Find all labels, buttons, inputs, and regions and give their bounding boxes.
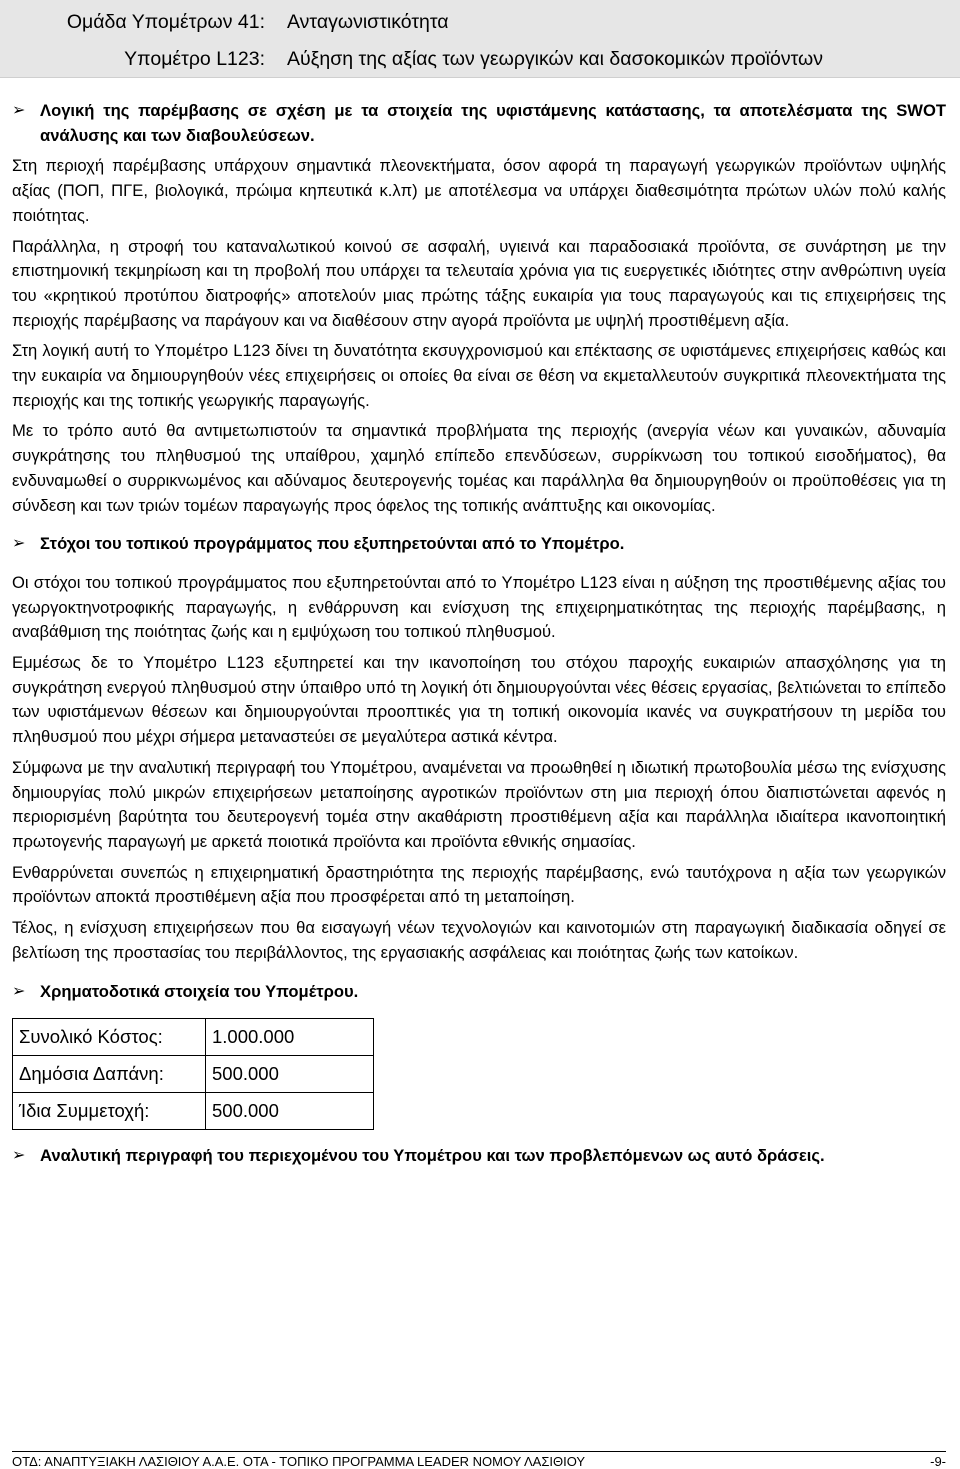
bullet-arrow-icon: ➢ <box>12 1147 26 1165</box>
bullet-arrow-icon: ➢ <box>12 102 26 119</box>
finance-label: Συνολικό Κόστος: <box>13 1019 206 1056</box>
paragraph: Οι στόχοι του τοπικού προγράμματος που εξυπηρετούνται από το Υπομέτρο L123 είναι η αύξηση της προστιθέμενης αξίας του γεωργοκτηνοτροφικής παραγωγής, η ενθάρρυνση και ενίσχυση της επιχειρηματικότητας της περιοχής παρέμβασης, η αναβάθμιση της ποιότητας ζωής και η εμψύχωση του τοπικού πληθυσμού. <box>12 572 946 642</box>
paragraph: Με το τρόπο αυτό θα αντιμετωπιστούν τα σημαντικά προβλήματα της περιοχής (ανεργία νέων και γυναικών, αδυναμία συγκράτησης του πληθυσμού της υπαίθρου, χαμηλό επίπεδο επενδύσεων, συρρίκνωση του τοπικού εισοδήματος), θα ενδυναμωθεί ο συρρικνωμένος και αδύναμος δευτερογενής τομέας και παράλληλα θα δημιουργηθούν οι προϋποθέσεις για τη σύνδεση και των τριών τομέων παραγωγής προς όφελος της τοπικής ανάπτυξης και οικονομίας. <box>12 421 946 515</box>
section-heading-finance <box>12 980 946 1005</box>
paragraph: Τέλος, η ενίσχυση επιχειρήσεων που θα εισαγωγή νέων τεχνολογιών και καινοτομιών στη παραγωγική διαδικασία οδηγεί σε βελτίωση της προστασίας του περιβάλλοντος, της εργασιακής ασφάλειας και ποιότητας ζωής των κατοίκων. <box>12 918 946 962</box>
page-header <box>0 0 960 78</box>
finance-label: Ίδια Συμμετοχή: <box>13 1093 206 1130</box>
bullet-arrow-icon: ➢ <box>12 535 26 553</box>
paragraph: Εμμέσως δε το Υπομέτρο L123 εξυπηρετεί και την ικανοποίηση του στόχου παροχής ευκαιριών απασχόλησης για τη συγκράτηση ενεργού πληθυσμού στην ύπαιθρο υπό τη λογική ότι δημιουργούνται νέες θέσεις εργασίας, βελτιώνεται το επίπεδο των υφιστάμενων θέσεων και δημιουργούνται προοπτικές για τη τοπική οικονομία ικανές να συγκρατήσουν τη μερίδα του πληθυσμού που μέχρι σήμερα μεταναστεύει σε μεγαλύτερα αστικά κέντρα. <box>12 653 946 747</box>
section-heading-text: Λογική της παρέμβασης σε σχέση με τα στοιχεία της υφιστάμενης κατάστασης, τα αποτελέσματα της SWOT ανάλυσης και των διαβουλεύσεων. <box>40 101 946 145</box>
paragraph: Στη λογική αυτή το Υπομέτρο L123 δίνει τη δυνατότητα εκσυγχρονισμού και επέκτασης σε υφιστάμενες επιχειρήσεις καθώς και την ευκαιρία να δημιουργηθούν νέες επιχειρήσεις οι οποίες θα είναι σε θέση να εκμεταλλευτούν συγκριτικά πλεονεκτήματα της περιοχής και της τοπικής γεωργικής παραγωγής. <box>12 341 946 410</box>
footer-organization: ΟΤΔ: ΑΝΑΠΤΥΞΙΑΚΗ ΛΑΣΙΘΙΟΥ Α.Α.Ε. ΟΤΑ - ΤΟΠΙΚΟ ΠΡΟΓΡΑΜΜΑ LEADER ΝΟΜΟΥ ΛΑΣΙΘΙΟΥ <box>12 1454 586 1469</box>
finance-label: Δημόσια Δαπάνη: <box>13 1056 206 1093</box>
footer-divider <box>12 1451 946 1452</box>
measure-value: Αύξηση της αξίας των γεωργικών και δασοκομικών προϊόντων <box>287 48 823 70</box>
finance-value: 500.000 <box>206 1056 374 1093</box>
paragraph: Σύμφωνα με την αναλυτική περιγραφή του Υπομέτρου, αναμένεται να προωθηθεί η ιδιωτική πρωτοβουλία μέσω της ενίσχυσης δημιουργίας πολύ μικρών επιχειρήσεων μεταποίησης αγροτικών προϊόντων στη μια περιοχή όπου διαπιστώνεται αφενός η περιορισμένη βαρύτητα του δευτερογενή τομέα στην ακαθάριστη προστιθέμενη αξία και παράλληλα ιδιαίτερα ικανοποιητική πρωτογενής παραγωγή με αρκετά ποιοτικά προϊόντα και προϊόντα εθνικής σημασίας. <box>12 757 946 851</box>
section-heading-goals <box>12 532 946 557</box>
group-label: Ομάδα Υπομέτρων 41: <box>66 11 265 33</box>
paragraph: Παράλληλα, η στροφή του καταναλωτικού κοινού σε ασφαλή, υγιεινά και παραδοσιακά προϊόντα, σε συνάρτηση με την επιστημονική τεκμηρίωση και τη προβολή που υπάρχει τα τελευταία χρόνια για τις ευεργετικές ιδιότητες στην ανθρώπινη υγεία του «κρητικού προτύπου διατροφής» αποτελούν μιας πρώτης τάξης ευκαιρία για τους παραγωγούς και τις επιχειρήσεις της περιοχής παρέμβασης να παράγουν και να διαθέσουν στην αγορά προϊόντα με υψηλή προστιθέμενη αξία. <box>12 236 946 330</box>
bullet-arrow-icon: ➢ <box>12 982 26 1000</box>
section-heading-logic <box>12 99 946 148</box>
group-value: Ανταγωνιστικότητα <box>287 11 449 33</box>
section-heading-description <box>12 1144 946 1169</box>
table-row <box>13 1019 374 1056</box>
measure-label: Υπομέτρο L123: <box>124 48 265 70</box>
paragraph: Στη περιοχή παρέμβασης υπάρχουν σημαντικά πλεονεκτήματα, όσον αφορά τη παραγωγή γεωργικών προϊόντων υψηλής αξίας (ΠΟΠ, ΠΓΕ, βιολογικά, πρώιμα κηπευτικά κ.λπ) με αποτέλεσμα να υπάρχει διαθεσιμότητα πρώτων υλών πολύ καλής ποιότητας. <box>12 156 946 225</box>
section-heading-text: Αναλυτική περιγραφή του περιεχομένου του Υπομέτρου και των προβλεπόμενων ως αυτό δράσεις. <box>40 1146 825 1166</box>
paragraph: Ενθαρρύνεται συνεπώς η επιχειρηματική δραστηριότητα της περιοχής παρέμβασης, ενώ ταυτόχρονα η αξία των γεωργικών προϊόντων αποκτά προστιθέμενη αξία που προσφέρεται από τη μεταποίηση. <box>12 862 946 907</box>
finance-value: 1.000.000 <box>206 1019 374 1056</box>
section-heading-text: Χρηματοδοτικά στοιχεία του Υπομέτρου. <box>40 981 359 1001</box>
document-body <box>12 99 946 1169</box>
table-row <box>13 1056 374 1093</box>
table-row <box>13 1093 374 1130</box>
page-number: -9- <box>930 1454 946 1469</box>
finance-table <box>12 1018 374 1130</box>
section-heading-text: Στόχοι του τοπικού προγράμματος που εξυπηρετούνται από το Υπομέτρο. <box>40 534 625 554</box>
finance-value: 500.000 <box>206 1093 374 1130</box>
